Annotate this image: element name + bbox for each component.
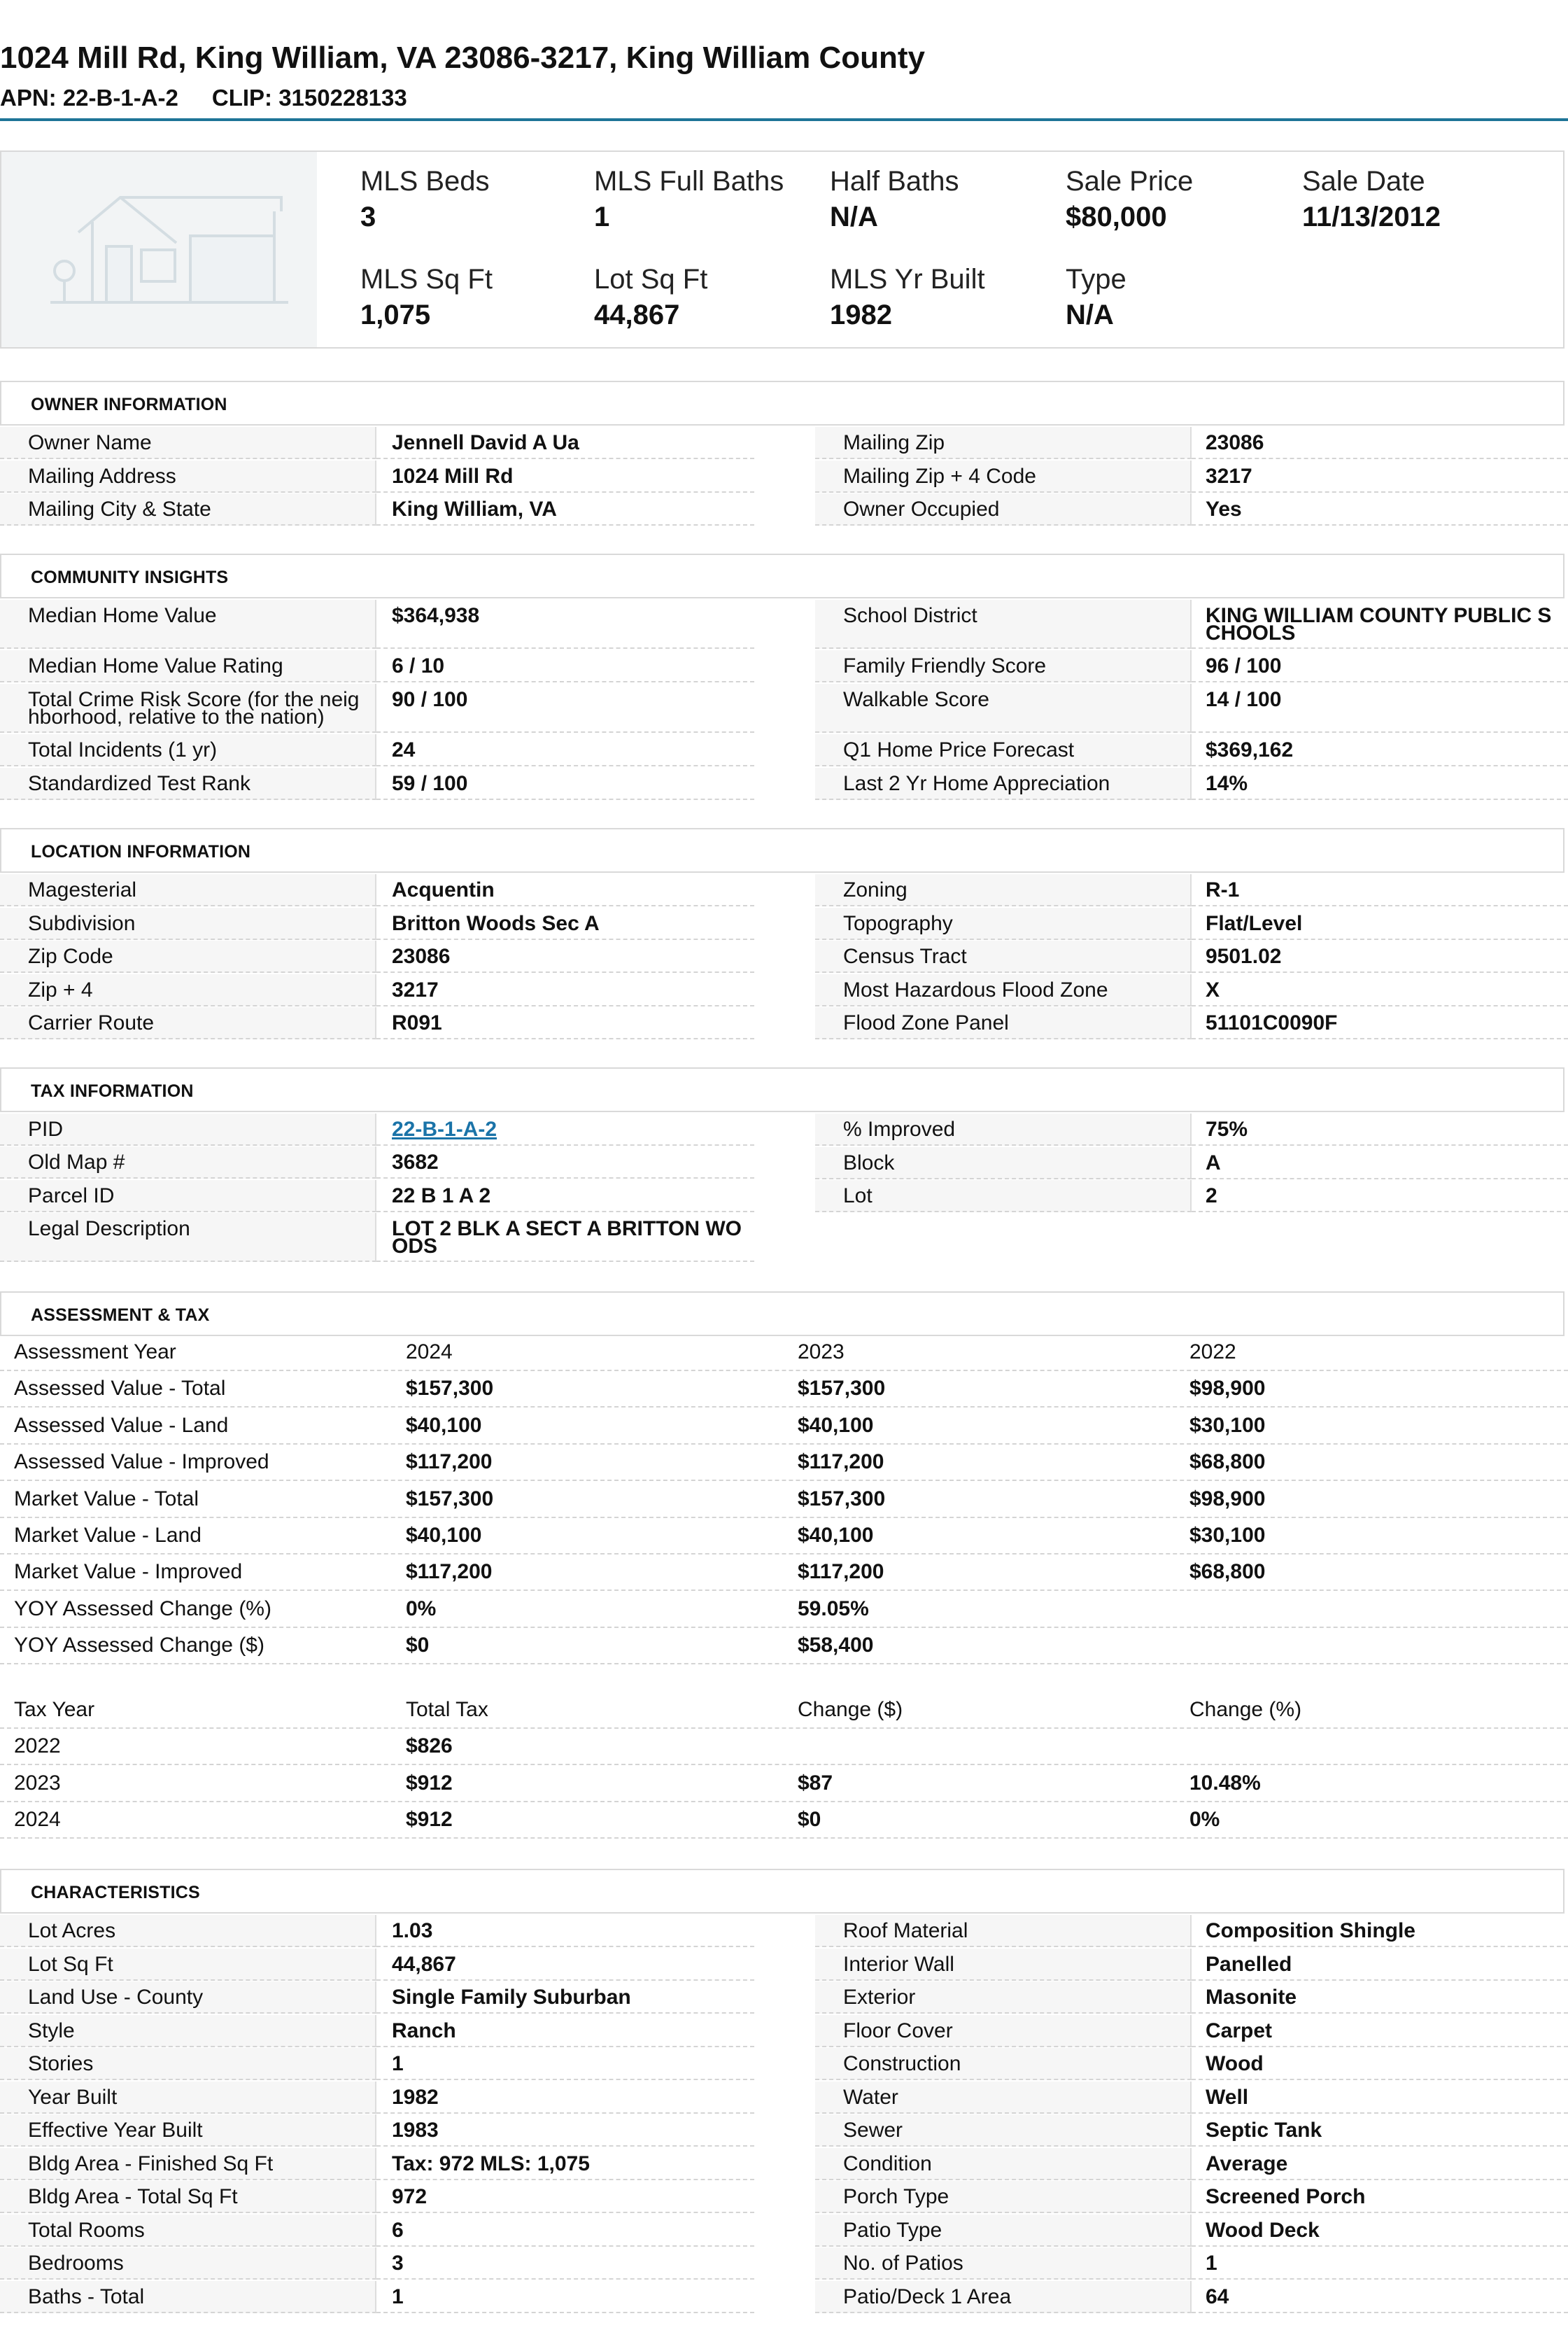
property-address-title: 1024 Mill Rd, King William, VA 23086-3217, King William County (0, 41, 925, 75)
field-value: Single Family Suburban (392, 1986, 631, 2009)
field-label: School District (843, 604, 977, 627)
table-cell: Market Value - Total (14, 1487, 199, 1510)
field-value: Panelled (1206, 1952, 1292, 1976)
header-divider (0, 118, 1568, 121)
section-title: TAX INFORMATION (31, 1081, 194, 1101)
field-value: LOT 2 BLK A SECT A BRITTON WOODS (392, 1217, 742, 1258)
summary-stat-value: 1,075 (360, 300, 431, 330)
table-cell: $912 (406, 1808, 453, 1832)
field-label: Baths - Total (28, 2285, 145, 2308)
field-value: R-1 (1206, 878, 1240, 901)
field-value: Ranch (392, 2019, 456, 2042)
field-label: Sewer (843, 2119, 903, 2142)
field-value: 14% (1206, 772, 1248, 795)
field-value: 59 / 100 (392, 772, 468, 795)
field-label: Bldg Area - Finished Sq Ft (28, 2152, 274, 2175)
field-label: Parcel ID (28, 1184, 115, 1207)
field-label: Lot Acres (28, 1919, 116, 1942)
field-value: Wood Deck (1206, 2218, 1320, 2242)
field-label: Total Crime Risk Score (for the neighborhood, relative to the nation) (28, 688, 360, 729)
property-summary-card (0, 150, 1565, 349)
table-header-cell: 2024 (406, 1340, 453, 1363)
field-label: Median Home Value Rating (28, 654, 283, 678)
field-value: 3 (392, 2252, 404, 2275)
apn-text: APN: 22-B-1-A-2 (0, 85, 178, 111)
table-cell: Assessed Value - Improved (14, 1450, 269, 1474)
table-cell: $117,200 (406, 1560, 493, 1584)
summary-stat-label: MLS Yr Built (830, 264, 985, 295)
field-value: 1.03 (392, 1919, 433, 1942)
summary-stat (1066, 264, 1126, 331)
table-cell: $117,200 (798, 1450, 884, 1474)
field-value: 51101C0090F (1206, 1011, 1338, 1034)
summary-stat-value: 11/13/2012 (1302, 202, 1441, 232)
field-label: Construction (843, 2052, 961, 2075)
field-label: Census Tract (843, 945, 967, 968)
field-value: 64 (1206, 2285, 1229, 2308)
table-cell: $30,100 (1189, 1524, 1266, 1547)
field-value: 9501.02 (1206, 945, 1282, 968)
field-value: 1 (1206, 2252, 1217, 2275)
field-label: Style (28, 2019, 75, 2042)
summary-stat-label: Type (1066, 264, 1126, 295)
field-value: 23086 (1206, 431, 1264, 454)
field-label: Stories (28, 2052, 94, 2075)
field-label: Zoning (843, 878, 907, 901)
field-label: Floor Cover (843, 2019, 953, 2042)
field-label: Bldg Area - Total Sq Ft (28, 2185, 238, 2208)
summary-stat-value: 44,867 (594, 300, 680, 330)
table-header-cell: 2023 (798, 1340, 845, 1363)
summary-stat-label: MLS Sq Ft (360, 264, 493, 295)
summary-stat-label: Sale Price (1066, 166, 1194, 197)
table-row (0, 1802, 1568, 1839)
table-row (0, 1518, 1568, 1555)
clip-text: CLIP: 3150228133 (211, 85, 407, 111)
field-value: 6 / 10 (392, 654, 445, 678)
summary-stat (1066, 166, 1193, 233)
field-label: Mailing Zip (843, 431, 945, 454)
pid-link[interactable]: 22-B-1-A-2 (392, 1118, 497, 1141)
field-value: Composition Shingle (1206, 1919, 1415, 1942)
field-value: 3682 (392, 1151, 439, 1174)
table-cell: 2024 (14, 1808, 61, 1832)
field-label: Walkable Score (843, 688, 989, 711)
field-value: Masonite (1206, 1986, 1297, 2009)
field-label: Year Built (28, 2085, 118, 2109)
table-cell: 2022 (14, 1734, 61, 1758)
field-value: 44,867 (392, 1952, 456, 1976)
field-label: Roof Material (843, 1919, 968, 1942)
field-label: Total Incidents (1 yr) (28, 738, 218, 762)
field-value: X (1206, 978, 1220, 1002)
table-cell: $157,300 (406, 1377, 494, 1401)
table-cell: Assessed Value - Total (14, 1377, 226, 1401)
summary-stat-value: 3 (360, 202, 376, 232)
table-cell: 0% (1189, 1808, 1220, 1832)
section-title: LOCATION INFORMATION (31, 842, 251, 862)
table-header-cell: Change ($) (798, 1698, 903, 1721)
summary-stat-label: Lot Sq Ft (594, 264, 708, 295)
field-label: Family Friendly Score (843, 654, 1047, 678)
field-value: 24 (392, 738, 416, 762)
field-value: Jennell David A Ua (392, 431, 579, 454)
table-cell: Market Value - Improved (14, 1560, 243, 1584)
field-label: Bedrooms (28, 2252, 124, 2275)
field-label: Patio/Deck 1 Area (843, 2285, 1012, 2308)
section-title: ASSESSMENT & TAX (31, 1305, 210, 1325)
field-label: Block (843, 1151, 895, 1174)
table-row (0, 1371, 1568, 1408)
table-row (0, 1408, 1568, 1445)
property-ids (0, 85, 407, 111)
location-information-header (0, 828, 1565, 873)
table-cell: $157,300 (798, 1487, 886, 1510)
field-value: 6 (392, 2218, 404, 2242)
field-label: Legal Description (28, 1217, 190, 1240)
field-label: Mailing Address (28, 464, 176, 488)
field-label: Patio Type (843, 2218, 942, 2242)
table-row (0, 1766, 1568, 1802)
field-value: 22 B 1 A 2 (392, 1184, 491, 1207)
field-value: Flat/Level (1206, 911, 1303, 935)
table-cell: $157,300 (798, 1377, 886, 1401)
field-label: Old Map # (28, 1151, 125, 1174)
field-value: Septic Tank (1206, 2119, 1322, 2142)
table-cell: $40,100 (798, 1524, 874, 1547)
field-label: Flood Zone Panel (843, 1011, 1009, 1034)
summary-stat-label: Sale Date (1302, 166, 1425, 197)
house-placeholder-image (1, 152, 317, 347)
field-label: Median Home Value (28, 604, 217, 627)
field-label: Porch Type (843, 2185, 949, 2208)
summary-stat-value: $80,000 (1066, 202, 1167, 232)
table-cell: $40,100 (406, 1524, 482, 1547)
table-header-cell: Total Tax (406, 1698, 488, 1721)
field-label: Most Hazardous Flood Zone (843, 978, 1108, 1002)
field-label: Interior Wall (843, 1952, 954, 1976)
table-cell: $68,800 (1189, 1450, 1266, 1474)
table-cell: Assessed Value - Land (14, 1413, 229, 1437)
table-cell: $0 (798, 1808, 821, 1832)
table-cell: $98,900 (1189, 1487, 1266, 1510)
summary-stat-label: Half Baths (830, 166, 959, 197)
field-value: R091 (392, 1011, 442, 1034)
field-label: Standardized Test Rank (28, 772, 250, 795)
house-icon (50, 183, 288, 316)
field-label: Last 2 Yr Home Appreciation (843, 772, 1110, 795)
summary-stat-value: N/A (1066, 300, 1114, 330)
field-value: 1983 (392, 2119, 439, 2142)
field-label: Condition (843, 2152, 932, 2175)
table-cell: $912 (406, 1771, 453, 1795)
field-value: Tax: 972 MLS: 1,075 (392, 2152, 590, 2175)
summary-stat-value: N/A (830, 202, 878, 232)
field-label: Subdivision (28, 911, 136, 935)
field-value: $369,162 (1206, 738, 1294, 762)
field-label: Total Rooms (28, 2218, 145, 2242)
summary-stat-label: MLS Full Baths (594, 166, 784, 197)
field-label: % Improved (843, 1118, 956, 1141)
field-label: Water (843, 2085, 898, 2109)
field-label: Owner Occupied (843, 498, 1000, 521)
field-value: KING WILLIAM COUNTY PUBLIC SCHOOLS (1206, 604, 1552, 645)
field-value: 3217 (1206, 464, 1252, 488)
field-value: 972 (392, 2185, 428, 2208)
field-value: 14 / 100 (1206, 688, 1282, 711)
field-label: Lot (843, 1184, 873, 1207)
field-value: 75% (1206, 1118, 1248, 1141)
table-cell: 10.48% (1189, 1771, 1261, 1795)
section-title: COMMUNITY INSIGHTS (31, 568, 229, 587)
field-label: Owner Name (28, 431, 152, 454)
field-value: King William, VA (392, 498, 557, 521)
table-row (0, 1482, 1568, 1518)
summary-stat (830, 166, 959, 233)
table-header-cell: Assessment Year (14, 1340, 176, 1363)
field-label: Zip Code (28, 945, 113, 968)
field-value: Screened Porch (1206, 2185, 1366, 2208)
table-row (0, 1729, 1568, 1765)
assessment-tax-header (0, 1291, 1565, 1336)
table-header-cell: 2022 (1189, 1340, 1236, 1363)
field-value: Yes (1206, 498, 1242, 521)
table-row (0, 1335, 1568, 1371)
field-value: A (1206, 1151, 1221, 1174)
field-label: Carrier Route (28, 1011, 155, 1034)
field-label: Lot Sq Ft (28, 1952, 113, 1976)
field-value: Average (1206, 2152, 1288, 2175)
summary-stat (594, 264, 707, 331)
field-value: Britton Woods Sec A (392, 911, 600, 935)
table-cell: $68,800 (1189, 1560, 1266, 1584)
table-cell: $157,300 (406, 1487, 494, 1510)
table-cell: $58,400 (798, 1634, 874, 1657)
characteristics-header (0, 1869, 1565, 1914)
field-value: 1982 (392, 2085, 439, 2109)
table-cell: $826 (406, 1734, 453, 1758)
summary-stat (360, 166, 490, 233)
field-value: 90 / 100 (392, 688, 468, 711)
field-label: No. of Patios (843, 2252, 963, 2275)
section-title: OWNER INFORMATION (31, 395, 227, 414)
table-cell: 59.05% (798, 1596, 869, 1620)
table-cell: YOY Assessed Change ($) (14, 1634, 264, 1657)
summary-stat (360, 264, 493, 331)
field-label: Exterior (843, 1986, 916, 2009)
table-cell: $40,100 (798, 1413, 874, 1437)
summary-stat (1302, 166, 1441, 233)
summary-stat (594, 166, 784, 233)
field-value: 3217 (392, 978, 439, 1002)
field-value: 2 (1206, 1184, 1217, 1207)
table-cell: 2023 (14, 1771, 61, 1795)
field-label: Effective Year Built (28, 2119, 203, 2142)
field-label: Magesterial (28, 878, 137, 901)
table-cell: $30,100 (1189, 1413, 1266, 1437)
table-cell: Market Value - Land (14, 1524, 202, 1547)
field-value: 1024 Mill Rd (392, 464, 514, 488)
section-title: CHARACTERISTICS (31, 1883, 200, 1902)
table-cell: YOY Assessed Change (%) (14, 1596, 271, 1620)
field-label: Land Use - County (28, 1986, 204, 2009)
field-value: Carpet (1206, 2019, 1273, 2042)
community-insights-header (0, 554, 1565, 598)
field-value: 23086 (392, 945, 451, 968)
summary-stat-value: 1 (594, 202, 610, 232)
summary-stat (830, 264, 985, 331)
field-value: Acquentin (392, 878, 495, 901)
table-cell: $117,200 (406, 1450, 493, 1474)
field-label: Topography (843, 911, 953, 935)
table-cell: $40,100 (406, 1413, 482, 1437)
field-value: Wood (1206, 2052, 1264, 2075)
field-value: $364,938 (392, 604, 480, 627)
summary-stat-label: MLS Beds (360, 166, 490, 197)
field-label: Zip + 4 (28, 978, 93, 1002)
field-label: Q1 Home Price Forecast (843, 738, 1075, 762)
field-label: PID (28, 1118, 64, 1141)
field-value: 96 / 100 (1206, 654, 1282, 678)
field-value: Well (1206, 2085, 1249, 2109)
field-label: Mailing City & State (28, 498, 211, 521)
field-label: Mailing Zip + 4 Code (843, 464, 1036, 488)
table-cell: 0% (406, 1596, 437, 1620)
summary-stat-value: 1982 (830, 300, 892, 330)
table-header-cell: Change (%) (1189, 1698, 1302, 1721)
table-cell: $0 (406, 1634, 430, 1657)
field-value: 1 (392, 2285, 404, 2308)
table-cell: $98,900 (1189, 1377, 1266, 1401)
field-value: 1 (392, 2052, 404, 2075)
table-header-cell: Tax Year (14, 1698, 95, 1721)
table-cell: $117,200 (798, 1560, 884, 1584)
tax-information-header (0, 1067, 1565, 1112)
table-cell: $87 (798, 1771, 833, 1795)
table-row (0, 1692, 1568, 1729)
owner-information-header (0, 381, 1565, 426)
